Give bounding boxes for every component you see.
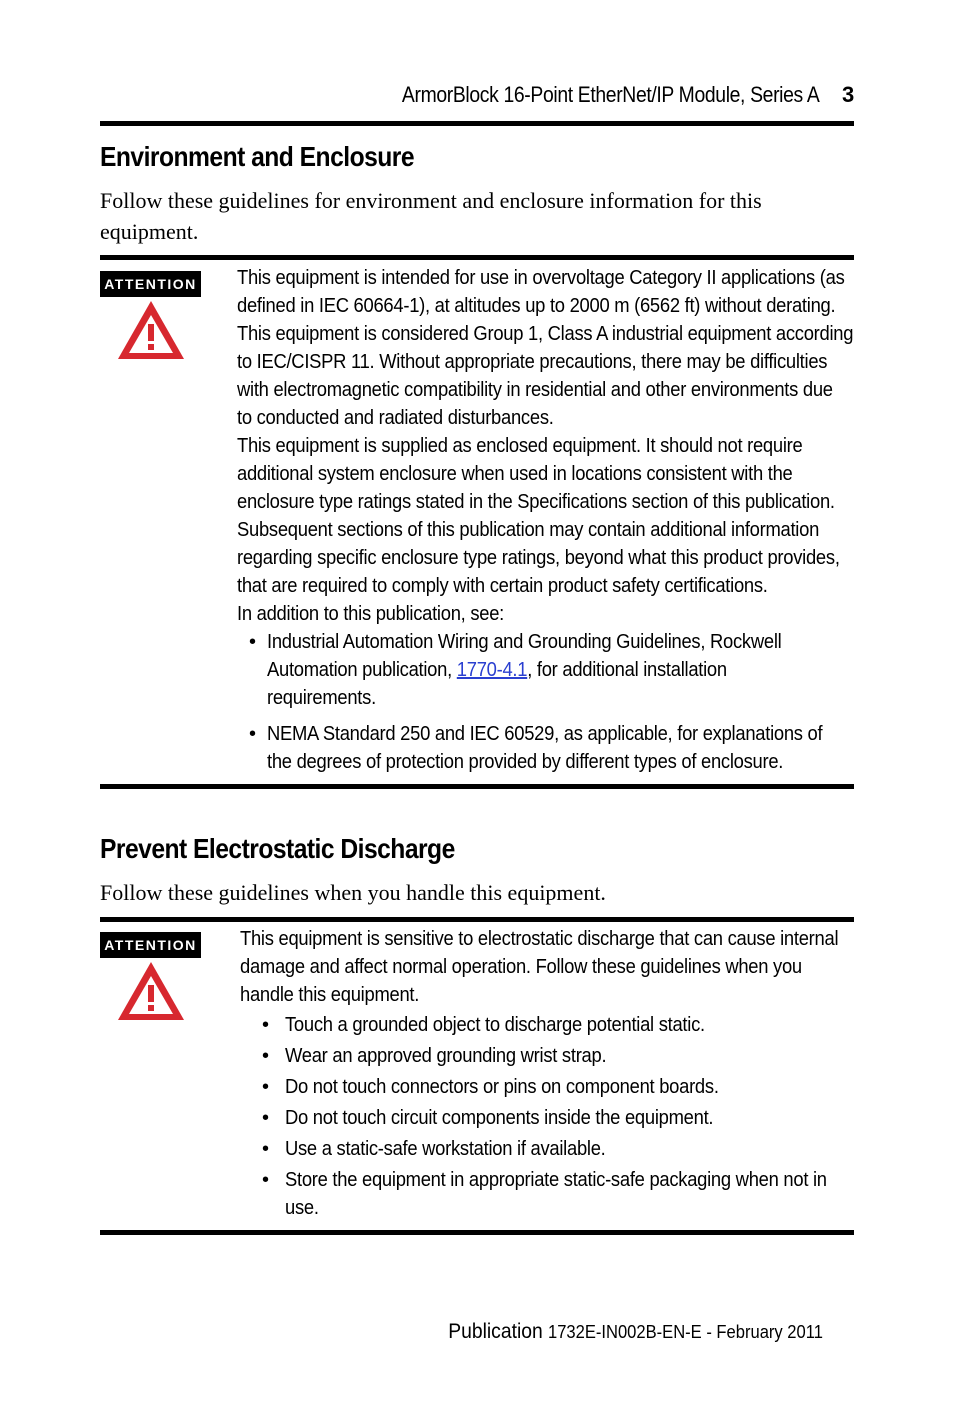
attention-line: handle this equipment.: [240, 984, 420, 1006]
bullet-line: Touch a grounded object to discharge potential static.: [285, 1014, 705, 1036]
bullet-icon: •: [262, 1014, 269, 1036]
attention-box-top-rule: [100, 255, 854, 260]
attention-badge: ATTENTION: [100, 932, 201, 958]
list-item: [240, 1135, 860, 1163]
section-heading-esd: Prevent Electrostatic Discharge: [100, 833, 455, 864]
attention-line: Subsequent sections of this publication may contain additional information: [237, 519, 820, 541]
footer: [440, 1320, 847, 1344]
attention-badge: ATTENTION: [100, 271, 201, 297]
bullet-line: Wear an approved grounding wrist strap.: [285, 1045, 607, 1067]
esd-guidelines-list: [240, 1011, 860, 1222]
section-intro-esd: Follow these guidelines when you handle this equipment.: [100, 880, 606, 905]
list-item: [240, 1011, 860, 1039]
bullet-line: requirements.: [267, 687, 376, 709]
intro-line: equipment.: [100, 219, 199, 244]
attention-box-top-rule: [100, 917, 854, 922]
attention-line: additional system enclosure when used in locations consistent with the: [237, 463, 793, 485]
bullet-line: NEMA Standard 250 and IEC 60529, as applicable, for explanations of: [267, 723, 823, 745]
attention-line: regarding specific enclosure type ratings, beyond what this product provides,: [237, 547, 840, 569]
bullet-line: Industrial Automation Wiring and Grounding Guidelines, Rockwell: [267, 631, 782, 653]
attention-line: This equipment is sensitive to electrostatic discharge that can cause internal: [240, 928, 839, 950]
list-item: [240, 1104, 860, 1132]
list-item: [237, 720, 857, 776]
section-intro-environment: [100, 185, 860, 247]
footer-publication-label: Publication: [448, 1320, 543, 1343]
attention-line: defined in IEC 60664-1), at altitudes up to 2000 m (6562 ft) without derating.: [237, 295, 836, 317]
list-item: [240, 1073, 860, 1101]
bullet-icon: •: [262, 1169, 269, 1191]
attention-line: with electromagnetic compatibility in residential and other environments due: [237, 379, 833, 401]
attention-line: This equipment is supplied as enclosed equipment. It should not require: [237, 435, 803, 457]
list-item: [237, 628, 857, 712]
bullet-line: the degrees of protection provided by different types of enclosure.: [267, 751, 784, 773]
bullet-line: Use a static-safe workstation if available.: [285, 1138, 606, 1160]
footer-publication-id: 1732E-IN002B-EN-E - February 2011: [548, 1322, 824, 1342]
attention-line: enclosure type ratings stated in the Specifications section of this publication.: [237, 491, 835, 513]
header-rule: [100, 121, 854, 126]
bullet-text: Automation publication,: [267, 659, 457, 681]
bullet-line: Store the equipment in appropriate static-safe packaging when not in: [285, 1169, 827, 1191]
warning-triangle-icon: [115, 959, 187, 1023]
warning-triangle-icon: [115, 298, 187, 362]
section-heading-environment: Environment and Enclosure: [100, 141, 415, 172]
attention-line: to IEC/CISPR 11. Without appropriate precautions, there may be difficulties: [237, 351, 828, 373]
bullet-icon: •: [262, 1138, 269, 1160]
bullet-line: Do not touch connectors or pins on component boards.: [285, 1076, 719, 1098]
running-header-title: ArmorBlock 16-Point EtherNet/IP Module, Series A: [401, 82, 819, 107]
page-number: 3: [842, 82, 855, 107]
attention-line: In addition to this publication, see:: [237, 603, 505, 625]
attention-line: damage and affect normal operation. Follow these guidelines when you: [240, 956, 802, 978]
bullet-icon: •: [262, 1107, 269, 1129]
attention-text-esd: [240, 925, 860, 1222]
bullet-icon: •: [262, 1045, 269, 1067]
bullet-icon: •: [249, 631, 256, 653]
publication-link-1770-4-1[interactable]: 1770-4.1: [456, 659, 528, 681]
attention-text-environment: [237, 264, 857, 776]
attention-box-bottom-rule: [100, 1230, 854, 1235]
bullet-icon: •: [262, 1076, 269, 1098]
bullet-text: , for additional installation: [527, 659, 727, 681]
intro-line: Follow these guidelines for environment and enclosure information for this: [100, 188, 762, 213]
list-item: [240, 1042, 860, 1070]
bullet-line: [267, 656, 810, 684]
bullet-line: use.: [285, 1197, 319, 1219]
attention-line: This equipment is considered Group 1, Class A industrial equipment according: [237, 323, 854, 345]
attention-line: to conducted and radiated disturbances.: [237, 407, 554, 429]
attention-box-bottom-rule: [100, 784, 854, 789]
list-item: [240, 1166, 860, 1222]
attention-line: This equipment is intended for use in overvoltage Category II applications (as: [237, 267, 845, 289]
bullet-icon: •: [249, 723, 256, 745]
attention-line: that are required to comply with certain product safety certifications.: [237, 575, 768, 597]
bullet-line: Do not touch circuit components inside the equipment.: [285, 1107, 714, 1129]
